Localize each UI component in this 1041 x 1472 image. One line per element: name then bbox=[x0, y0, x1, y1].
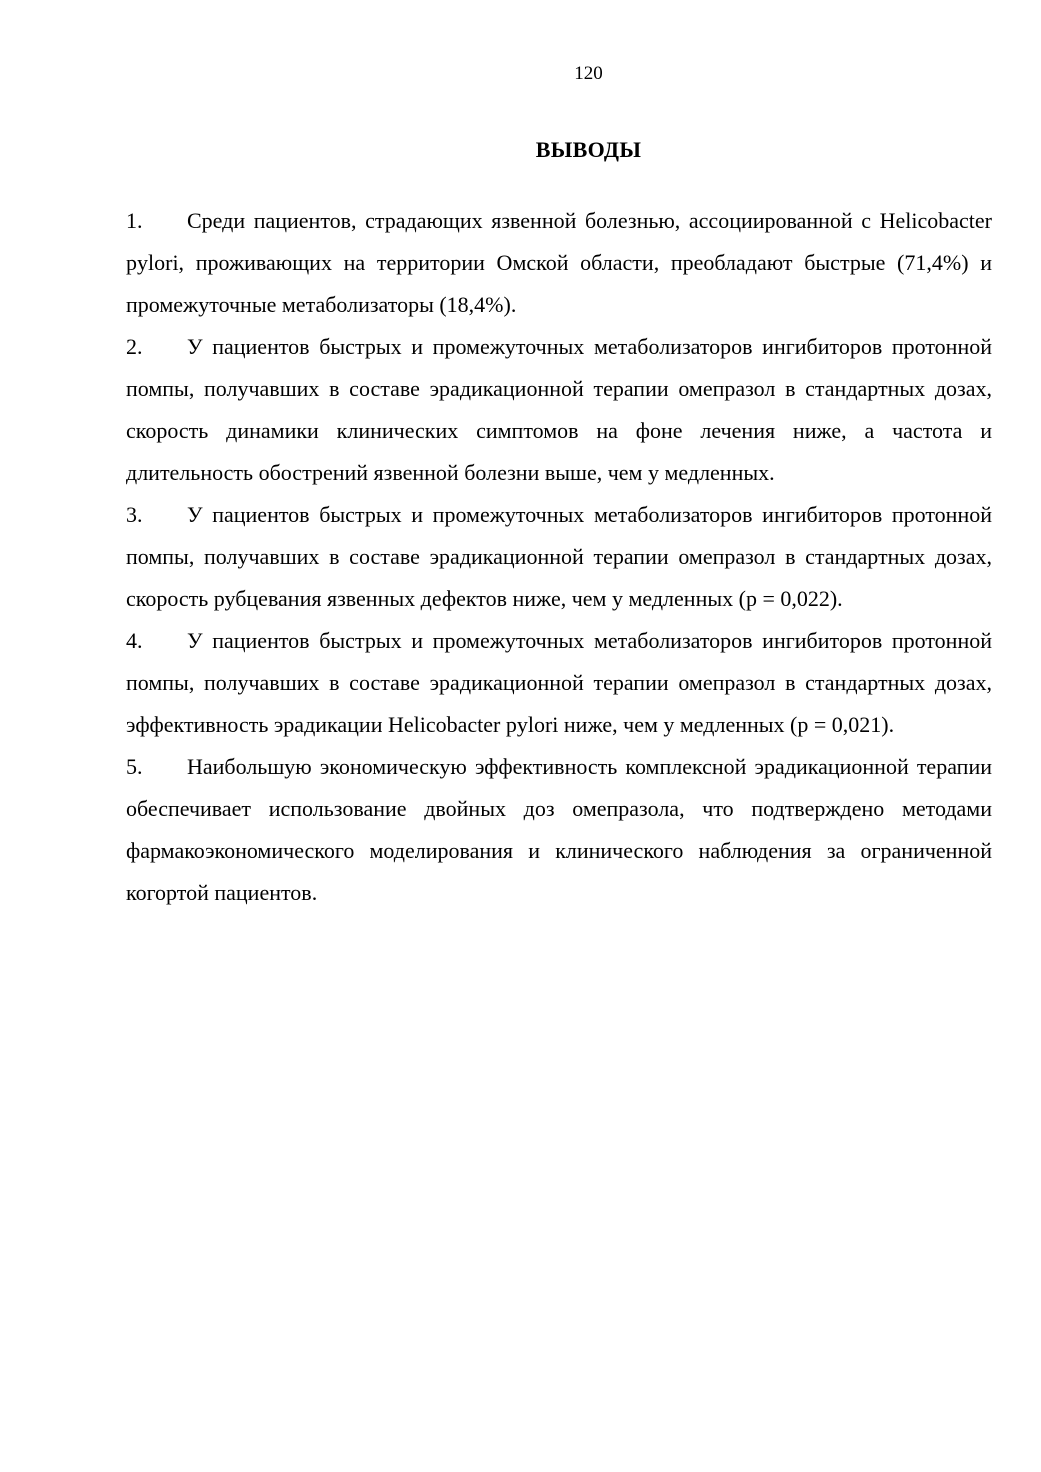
conclusion-number: 2. bbox=[126, 334, 143, 359]
conclusion-number: 4. bbox=[126, 628, 143, 653]
conclusion-text: Наибольшую экономическую эффективность комплексной эрадикационной терапии обеспечивает использование двойных доз омепразола, что подтверждено методами фармакоэкономического моделирования и клинического наблюдения за ограниченной когортой пациентов. bbox=[126, 754, 992, 905]
page-heading: ВЫВОДЫ bbox=[535, 137, 642, 162]
conclusion-text: У пациентов быстрых и промежуточных метаболизаторов ингибиторов протонной помпы, получавших в составе эрадикационной терапии омепразол в стандартных дозах, эффективность эрадикации Helicobacter pylori ниже, чем у медленных (p = 0,021). bbox=[126, 628, 992, 737]
conclusion-item bbox=[126, 746, 992, 914]
page-number: 120 bbox=[574, 63, 603, 84]
conclusion-item bbox=[126, 200, 992, 326]
conclusion-item bbox=[126, 620, 992, 746]
conclusions-list bbox=[126, 200, 992, 914]
conclusion-item bbox=[126, 494, 992, 620]
conclusion-number: 1. bbox=[126, 208, 143, 233]
conclusion-text: У пациентов быстрых и промежуточных метаболизаторов ингибиторов протонной помпы, получавших в составе эрадикационной терапии омепразол в стандартных дозах, скорость рубцевания язвенных дефектов ниже, чем у медленных (p = 0,022). bbox=[126, 502, 992, 611]
conclusion-text: Среди пациентов, страдающих язвенной болезнью, ассоциированной с Helicobacter pylori, проживающих на территории Омской области, преобладают быстрые (71,4%) и промежуточные метаболизаторы (18,4%). bbox=[126, 208, 992, 317]
conclusion-number: 5. bbox=[126, 754, 143, 779]
conclusion-number: 3. bbox=[126, 502, 143, 527]
conclusion-item bbox=[126, 326, 992, 494]
conclusion-text: У пациентов быстрых и промежуточных метаболизаторов ингибиторов протонной помпы, получавших в составе эрадикационной терапии омепразол в стандартных дозах, скорость динамики клинических симптомов на фоне лечения ниже, а частота и длительность обострений язвенной болезни выше, чем у медленных. bbox=[126, 334, 992, 485]
